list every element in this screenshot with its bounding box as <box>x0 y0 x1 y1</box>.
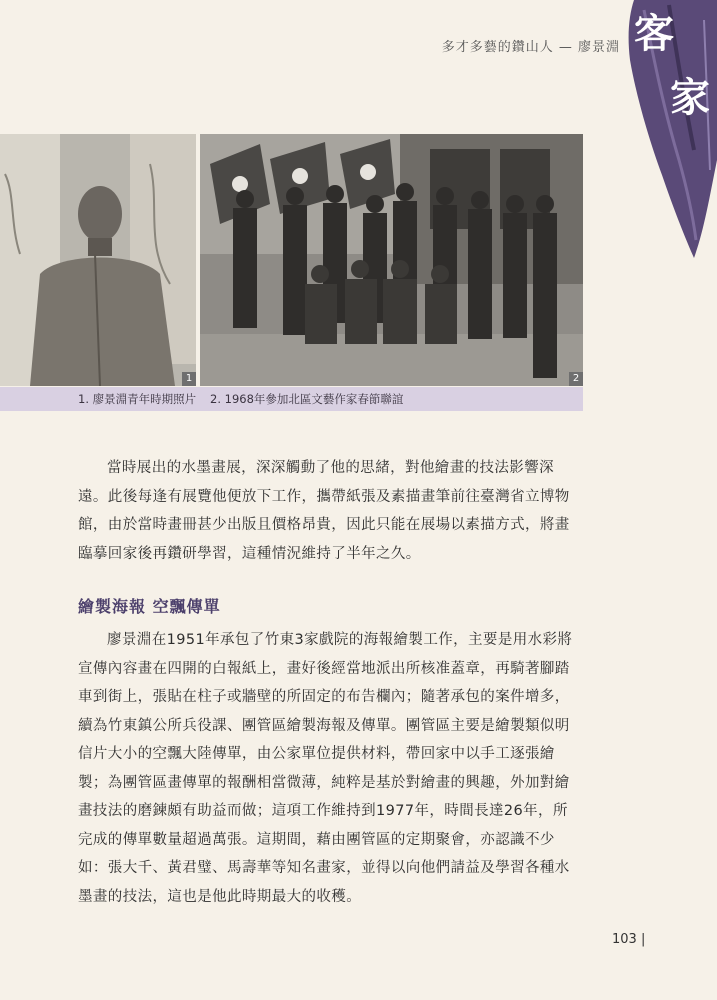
page-number: 103 | <box>612 932 646 947</box>
photo-number-1: 1 <box>182 372 196 386</box>
caption-1: 1. 廖景淵青年時期照片 <box>78 392 197 406</box>
running-title: 多才多藝的鑽山人 — 廖景淵 <box>441 40 620 55</box>
photo-number-2: 2 <box>569 372 583 386</box>
body-paragraph-1: 當時展出的水墨畫展，深深觸動了他的思緒，對他繪畫的技法影響深遠。此後每逢有展覽他便放下工作，攜帶紙張及素描畫筆前往臺灣省立博物館，由於當時畫冊甚少出版且價格昂貴，因此只能在展場以素描方式，將畫臨摹回家後再鑽研學習，這種情況維持了半年之久。 <box>78 460 570 562</box>
brand-char-2: 家 <box>670 74 710 121</box>
photo-young-portrait <box>0 134 196 386</box>
brand-char-1: 客 <box>634 10 674 57</box>
section-heading: 繪製海報 空飄傳單 <box>78 597 221 616</box>
caption-2: 2. 1968年參加北區文藝作家春節聯誼 <box>210 392 404 406</box>
photo-group <box>200 134 583 386</box>
body-paragraph-2: 廖景淵在1951年承包了竹東3家戲院的海報繪製工作，主要是用水彩將宣傳內容畫在四開的白報紙上，畫好後經當地派出所核准蓋章，再騎著腳踏車到街上，張貼在柱子或牆壁的所固定的布告欄內；隨著承包的案件增多，續為竹東鎮公所兵役課、團管區繪製海報及傳單。團管區主要是繪製類似明信片大小的空飄大陸傳單，由公家單位提供材料，帶回家中以手工逐張繪製；為團管區畫傳單的報酬相當微薄，純粹是基於對繪畫的興趣，外加對繪畫技法的磨鍊頗有助益而做；這項工作維持到1977年，時間長達26年，所完成的傳單數量超過萬張。這期間，藉由團管區的定期聚會，亦認識不少如：張大千、黃君璧、馬壽華等知名畫家，並得以向他們請益及學習各種水墨畫的技法，這也是他此時期最大的收穫。 <box>78 632 573 905</box>
photo-strip <box>0 134 583 386</box>
caption-bar <box>0 387 583 411</box>
